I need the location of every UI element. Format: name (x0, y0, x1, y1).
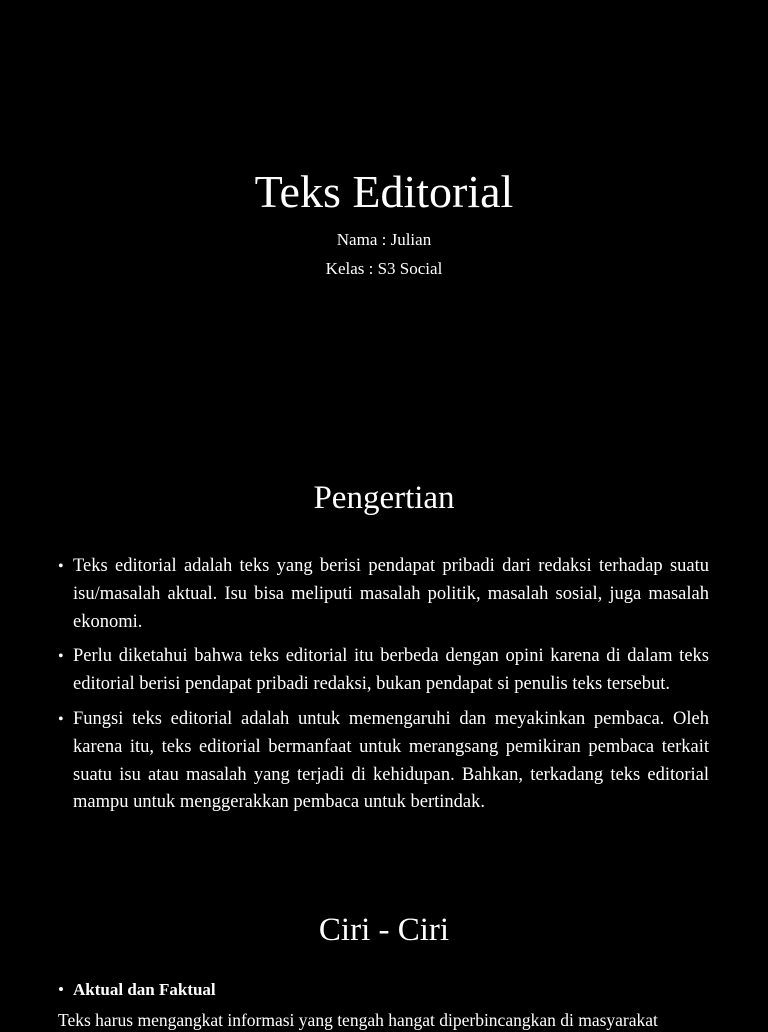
bullet-text: Teks editorial adalah teks yang berisi pendapat pribadi dari redaksi terhadap suatu isu/masalah aktual. Isu bisa meliputi masalah politik, masalah sosial, juga masalah ekonomi. (73, 556, 709, 632)
bullet-text: Perlu diketahui bahwa teks editorial itu berbeda dengan opini karena di dalam teks editorial berisi pendapat pribadi redaksi, bukan pendapat si penulis teks tersebut. (73, 646, 709, 695)
ciri-item-description: Teks harus mengangkat informasi yang tengah hangat diperbincangkan di masyarakat (58, 1010, 658, 1030)
ciri-item (58, 978, 216, 1002)
bullet-icon: • (58, 558, 64, 575)
author-class: Kelas : S3 Social (325, 259, 443, 278)
section-heading-pengertian: Pengertian (313, 480, 455, 516)
pengertian-bullet-list (56, 553, 709, 824)
section-heading-ciri: Ciri - Ciri (318, 912, 450, 948)
bullet-text: Fungsi teks editorial adalah untuk memengaruhi dan meyakinkan pembaca. Oleh karena itu, teks editorial bermanfaat untuk merangsang pemikiran pembaca terkait suatu isu atau masalah yang terjadi di kehidupan. Bahkan, terkadang teks editorial mampu untuk menggerakkan pembaca untuk bertindak. (73, 708, 709, 813)
pengertian-bullet-item (56, 706, 709, 817)
bullet-icon: • (58, 710, 64, 728)
author-name: Nama : Julian (336, 230, 432, 249)
slide-title: Teks Editorial (254, 166, 514, 217)
pengertian-bullet-item (56, 553, 709, 636)
pengertian-bullet-item (56, 643, 709, 699)
bullet-icon: • (58, 648, 64, 666)
ciri-item-title: Aktual dan Faktual (73, 980, 216, 999)
bullet-icon: • (58, 980, 64, 999)
